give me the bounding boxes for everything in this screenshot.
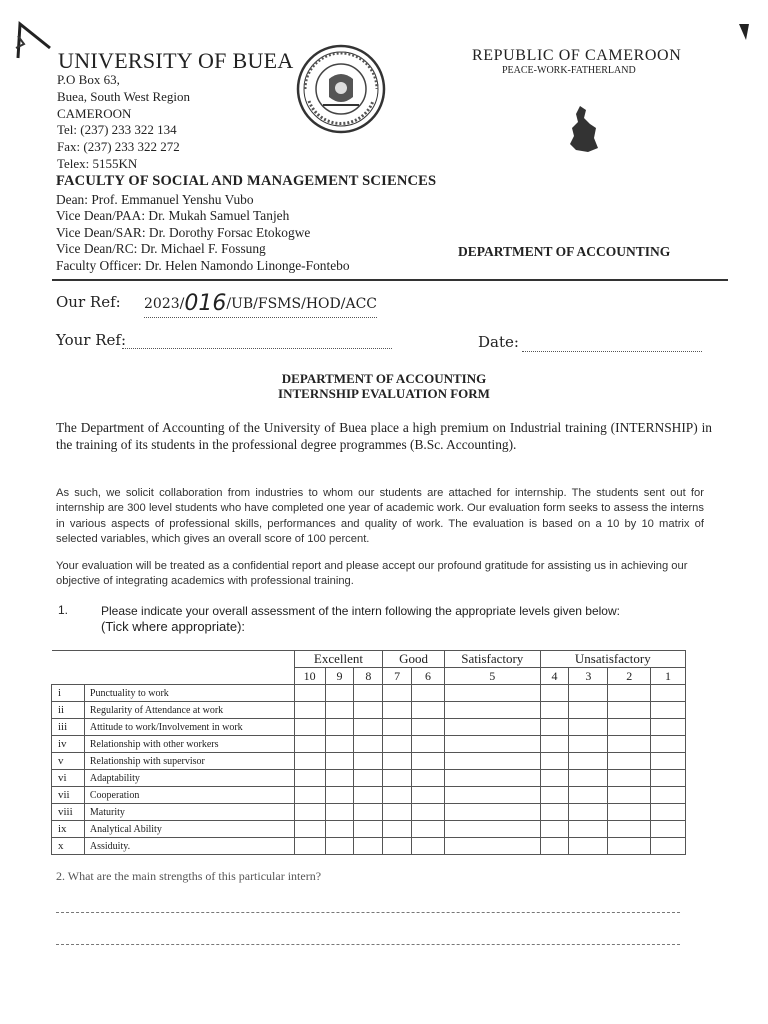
criterion-label: Assiduity.: [84, 838, 294, 855]
address-line: Buea, South West Region: [57, 88, 191, 104]
rating-cell[interactable]: [412, 787, 445, 804]
criterion-label: Relationship with other workers: [84, 736, 294, 753]
rating-cell[interactable]: [444, 787, 540, 804]
corner-fold-mark: [14, 18, 54, 60]
rating-cell[interactable]: [354, 702, 383, 719]
table-corner: [52, 668, 295, 685]
rating-cell[interactable]: [325, 787, 354, 804]
officer-line: Vice Dean/PAA: Dr. Mukah Samuel Tanjeh: [56, 208, 290, 224]
rating-cell[interactable]: [325, 838, 354, 855]
rating-cell[interactable]: [651, 719, 686, 736]
address-line: Telex: 5155KN: [57, 155, 138, 171]
rating-cell[interactable]: [294, 821, 325, 838]
rating-cell[interactable]: [540, 736, 569, 753]
rating-cell[interactable]: [608, 804, 651, 821]
table-row: [52, 838, 686, 855]
criterion-label: Cooperation: [84, 787, 294, 804]
rating-cell[interactable]: [651, 685, 686, 702]
rating-cell[interactable]: [540, 838, 569, 855]
table-row: [52, 804, 686, 821]
cameroon-map-icon: [566, 104, 602, 154]
rating-cell[interactable]: [412, 770, 445, 787]
rating-cell[interactable]: [651, 838, 686, 855]
table-row: [52, 787, 686, 804]
form-department-title: DEPARTMENT OF ACCOUNTING: [281, 371, 487, 386]
rating-cell[interactable]: [540, 702, 569, 719]
rating-cell[interactable]: [651, 736, 686, 753]
your-ref-label: Your Ref:: [56, 331, 127, 349]
rating-cell[interactable]: [354, 753, 383, 770]
faculty-name: FACULTY OF SOCIAL AND MANAGEMENT SCIENCES: [56, 173, 437, 189]
rating-cell[interactable]: [354, 719, 383, 736]
address-line: Tel: (237) 233 322 134: [57, 122, 177, 138]
rating-cell[interactable]: [608, 821, 651, 838]
rating-cell[interactable]: [412, 736, 445, 753]
rating-cell[interactable]: [444, 804, 540, 821]
criterion-label: Regularity of Attendance at work: [84, 702, 294, 719]
rating-cell[interactable]: [608, 838, 651, 855]
rating-cell[interactable]: [569, 770, 608, 787]
rating-cell[interactable]: [383, 770, 412, 787]
rating-cell[interactable]: [325, 702, 354, 719]
rating-cell[interactable]: [412, 821, 445, 838]
date-label: Date:: [478, 333, 519, 351]
rating-cell[interactable]: [569, 787, 608, 804]
rating-cell[interactable]: [294, 719, 325, 736]
officer-line: Vice Dean/SAR: Dr. Dorothy Forsac Etokogwe: [56, 224, 311, 240]
rating-cell[interactable]: [383, 821, 412, 838]
university-address: [57, 72, 190, 173]
table-header-scores: [52, 668, 686, 685]
rating-cell[interactable]: [294, 770, 325, 787]
rating-cell[interactable]: [540, 685, 569, 702]
address-line: P.O Box 63,: [57, 72, 120, 87]
score-6: 6: [412, 668, 445, 685]
rating-cell[interactable]: [354, 685, 383, 702]
row-number: x: [52, 838, 85, 855]
row-number: v: [52, 753, 85, 770]
rating-cell[interactable]: [569, 719, 608, 736]
rating-cell[interactable]: [325, 719, 354, 736]
rating-cell[interactable]: [569, 702, 608, 719]
rating-cell[interactable]: [651, 770, 686, 787]
criterion-label: Maturity: [84, 804, 294, 821]
intro-paragraph: The Department of Accounting of the University of Buea place a high premium on Industrial training (INTERNSHIP) in the training of its students in the professional degree programmes (B.Sc. Accounting).: [56, 420, 712, 452]
evaluation-table: [51, 650, 686, 855]
rating-cell[interactable]: [294, 838, 325, 855]
score-1: 1: [651, 668, 686, 685]
row-number: vii: [52, 787, 85, 804]
rating-cell[interactable]: [651, 821, 686, 838]
rating-cell[interactable]: [412, 702, 445, 719]
group-unsatisfactory: Unsatisfactory: [540, 651, 685, 668]
our-ref-handwritten-number: 016: [184, 291, 227, 316]
rating-cell[interactable]: [412, 753, 445, 770]
rating-cell[interactable]: [651, 702, 686, 719]
rating-cell[interactable]: [540, 787, 569, 804]
rating-cell[interactable]: [383, 702, 412, 719]
rating-cell[interactable]: [608, 787, 651, 804]
criterion-label: Analytical Ability: [84, 821, 294, 838]
rating-cell[interactable]: [608, 753, 651, 770]
rating-cell[interactable]: [444, 685, 540, 702]
rating-cell[interactable]: [294, 753, 325, 770]
rating-cell[interactable]: [444, 838, 540, 855]
rating-cell[interactable]: [354, 838, 383, 855]
republic-title: REPUBLIC OF CAMEROON: [472, 47, 682, 64]
rating-cell[interactable]: [608, 702, 651, 719]
criterion-label: Relationship with supervisor: [84, 753, 294, 770]
rating-cell[interactable]: [383, 838, 412, 855]
score-3: 3: [569, 668, 608, 685]
rating-cell[interactable]: [444, 770, 540, 787]
question-1-text: [101, 603, 681, 635]
rating-cell[interactable]: [325, 736, 354, 753]
table-row: [52, 736, 686, 753]
row-number: viii: [52, 804, 85, 821]
rating-cell[interactable]: [569, 838, 608, 855]
score-7: 7: [383, 668, 412, 685]
rating-cell[interactable]: [540, 753, 569, 770]
row-number: iii: [52, 719, 85, 736]
date-field[interactable]: [522, 351, 702, 352]
our-ref-suffix: /UB/FSMS/HOD/ACC: [226, 296, 377, 312]
row-number: vi: [52, 770, 85, 787]
our-ref-value: [144, 291, 377, 318]
rating-cell[interactable]: [444, 821, 540, 838]
corner-scan-mark: [738, 22, 750, 42]
rating-cell[interactable]: [540, 719, 569, 736]
row-number: i: [52, 685, 85, 702]
rating-cell[interactable]: [294, 702, 325, 719]
rating-cell[interactable]: [540, 821, 569, 838]
row-number: ix: [52, 821, 85, 838]
rating-cell[interactable]: [569, 753, 608, 770]
university-name: UNIVERSITY OF BUEA: [58, 48, 294, 73]
rating-cell[interactable]: [325, 753, 354, 770]
officer-line: Vice Dean/RC: Dr. Michael F. Fossung: [56, 241, 266, 257]
rating-cell[interactable]: [608, 685, 651, 702]
score-9: 9: [325, 668, 354, 685]
rating-cell[interactable]: [651, 753, 686, 770]
rating-cell[interactable]: [608, 770, 651, 787]
rating-cell[interactable]: [325, 770, 354, 787]
question-1-number: 1.: [58, 603, 69, 617]
rating-cell[interactable]: [412, 804, 445, 821]
rating-cell[interactable]: [383, 719, 412, 736]
rating-cell[interactable]: [412, 719, 445, 736]
rating-cell[interactable]: [354, 736, 383, 753]
evaluation-rows: [52, 685, 686, 855]
rating-cell[interactable]: [608, 736, 651, 753]
rating-cell[interactable]: [444, 702, 540, 719]
score-10: 10: [294, 668, 325, 685]
header-divider: [52, 279, 728, 281]
table-row: [52, 753, 686, 770]
rating-cell[interactable]: [294, 787, 325, 804]
rating-cell[interactable]: [294, 736, 325, 753]
rating-cell[interactable]: [569, 804, 608, 821]
answer-line[interactable]: [56, 944, 680, 945]
criterion-label: Attitude to work/Involvement in work: [84, 719, 294, 736]
table-row: [52, 685, 686, 702]
our-ref-label: Our Ref:: [56, 293, 121, 311]
rating-cell[interactable]: [540, 804, 569, 821]
group-good: Good: [383, 651, 445, 668]
rating-cell[interactable]: [444, 736, 540, 753]
rating-cell[interactable]: [383, 753, 412, 770]
rating-cell[interactable]: [294, 685, 325, 702]
table-corner: [52, 651, 295, 668]
collaboration-paragraph: As such, we solicit collaboration from industries to whom our students are attached for internship. The students sent out for internship are 300 level students who have completed one year of academic work. Our evaluation form seeks to assess the interns in various aspects of professional skills, performances and quality of work. The evaluation is based on a 10 by 10 matrix of selected variables, which gives an overall score of 100 percent.: [56, 487, 704, 545]
table-row: [52, 702, 686, 719]
row-number: iv: [52, 736, 85, 753]
rating-cell[interactable]: [444, 753, 540, 770]
university-seal-icon: [295, 43, 387, 135]
rating-cell[interactable]: [354, 787, 383, 804]
rating-cell[interactable]: [540, 770, 569, 787]
form-title: INTERNSHIP EVALUATION FORM: [278, 386, 490, 401]
question-2-text: 2. What are the main strengths of this particular intern?: [56, 869, 322, 883]
rating-cell[interactable]: [354, 821, 383, 838]
score-5: 5: [444, 668, 540, 685]
table-row: [52, 770, 686, 787]
rating-cell[interactable]: [354, 770, 383, 787]
rating-cell[interactable]: [412, 685, 445, 702]
rating-cell[interactable]: [354, 804, 383, 821]
rating-cell[interactable]: [444, 719, 540, 736]
criterion-label: Adaptability: [84, 770, 294, 787]
group-excellent: Excellent: [294, 651, 383, 668]
rating-cell[interactable]: [383, 787, 412, 804]
officer-line: Dean: Prof. Emmanuel Yenshu Vubo: [56, 192, 254, 207]
criterion-label: Punctuality to work: [84, 685, 294, 702]
department-heading: DEPARTMENT OF ACCOUNTING: [458, 244, 671, 259]
table-row: [52, 821, 686, 838]
confidentiality-paragraph: Your evaluation will be treated as a confidential report and please accept our profound gratitude for assisting us in achieving our objective of integrating academics with professional training.: [56, 560, 688, 588]
rating-cell[interactable]: [651, 787, 686, 804]
group-satisfactory: Satisfactory: [444, 651, 540, 668]
rating-cell[interactable]: [569, 821, 608, 838]
rating-cell[interactable]: [325, 804, 354, 821]
question-1-prompt: Please indicate your overall assessment of the intern following the appropriate levels given below:: [101, 604, 620, 618]
address-line: CAMEROON: [57, 105, 132, 121]
row-number: ii: [52, 702, 85, 719]
rating-cell[interactable]: [325, 685, 354, 702]
rating-cell[interactable]: [608, 719, 651, 736]
rating-cell[interactable]: [325, 821, 354, 838]
rating-cell[interactable]: [383, 736, 412, 753]
officer-line: Faculty Officer: Dr. Helen Namondo Linonge-Fontebo: [56, 257, 350, 273]
your-ref-field[interactable]: [122, 348, 392, 349]
rating-cell[interactable]: [651, 804, 686, 821]
rating-cell[interactable]: [294, 804, 325, 821]
address-line: Fax: (237) 233 322 272: [57, 139, 180, 155]
answer-line[interactable]: [56, 912, 680, 913]
table-header-groups: [52, 651, 686, 668]
our-ref-prefix: 2023/: [144, 296, 185, 312]
score-2: 2: [608, 668, 651, 685]
table-row: [52, 719, 686, 736]
rating-cell[interactable]: [569, 685, 608, 702]
national-motto: PEACE-WORK-FATHERLAND: [502, 65, 636, 76]
score-8: 8: [354, 668, 383, 685]
rating-cell[interactable]: [383, 685, 412, 702]
faculty-officers: [56, 192, 350, 274]
score-4: 4: [540, 668, 569, 685]
rating-cell[interactable]: [569, 736, 608, 753]
question-1-note: (Tick where appropriate):: [101, 619, 246, 634]
rating-cell[interactable]: [412, 838, 445, 855]
rating-cell[interactable]: [383, 804, 412, 821]
